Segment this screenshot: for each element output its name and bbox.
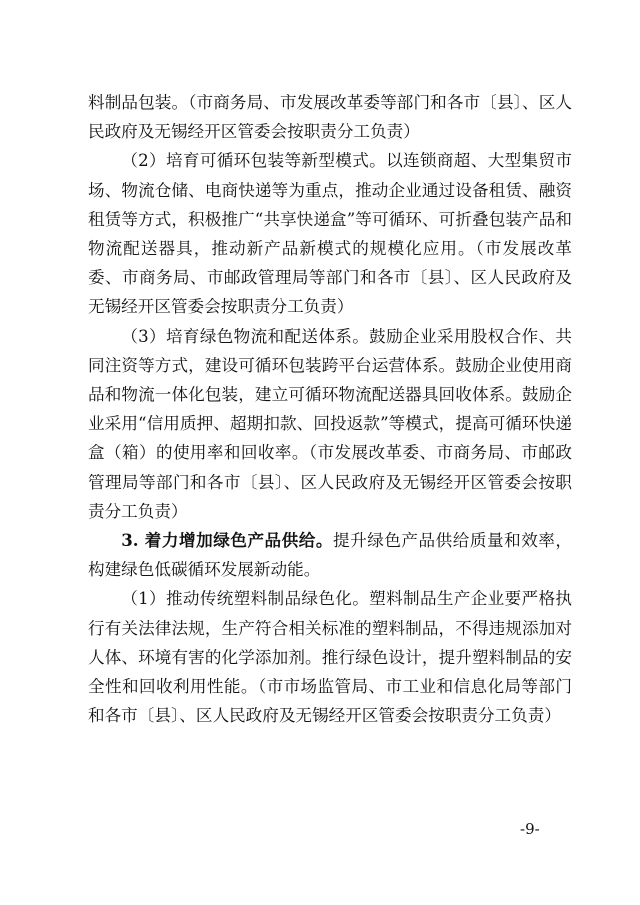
paragraph-recyclable-packaging: （2）培育可循环包装等新型模式。以连锁商超、大型集贸市场、物流仓储、电商快递等为重点，推动企业通过设备租赁、融资租赁等方式，积极推广“共享快递盒”等可循环、可折叠包装产品和物流配送器具，推动新产品新模式的规模化应用。（市发展改革委、市商务局、市邮政管理局等部门和各市〔县〕、区人民政府及无锡经开区管委会按职责分工负责）	[88, 151, 572, 317]
document-body	[88, 88, 572, 730]
paragraph-continuation: 料制品包装。（市商务局、市发展改革委等部门和各市〔县〕、区人民政府及无锡经开区管委会按职责分工负责）	[88, 93, 572, 142]
paragraph-green-supply	[88, 526, 572, 584]
paragraph-green-logistics: （3）培育绿色物流和配送体系。鼓励企业采用股权合作、共同注资等方式，建设可循环包装跨平台运营体系。鼓励企业使用商品和物流一体化包装，建立可循环物流配送器具回收体系。鼓励企业采用“信用质押、超期扣款、回投返款”等模式，提高可循环快递盒（箱）的使用率和回收率。（市发展改革委、市商务局、市邮政管理局等部门和各市〔县〕、区人民政府及无锡经开区管委会按职责分工负责）	[88, 326, 572, 521]
page-number: -9-	[520, 820, 540, 838]
section-heading-text: 提升绿色产品供给质量和效率，构建绿色低碳循环发展新动能。	[88, 531, 572, 580]
section-heading: 3. 着力增加绿色产品供给。	[121, 530, 333, 551]
paragraph-plastic-products: （1）推动传统塑料制品绿色化。塑料制品生产企业要严格执行有关法律法规，生产符合相关标准的塑料制品，不得违规添加对人体、环境有害的化学添加剂。推行绿色设计，提升塑料制品的安全性和回收利用性能。（市市场监管局、市工业和信息化局等部门和各市〔县〕、区人民政府及无锡经开区管委会按职责分工负责）	[88, 589, 572, 726]
